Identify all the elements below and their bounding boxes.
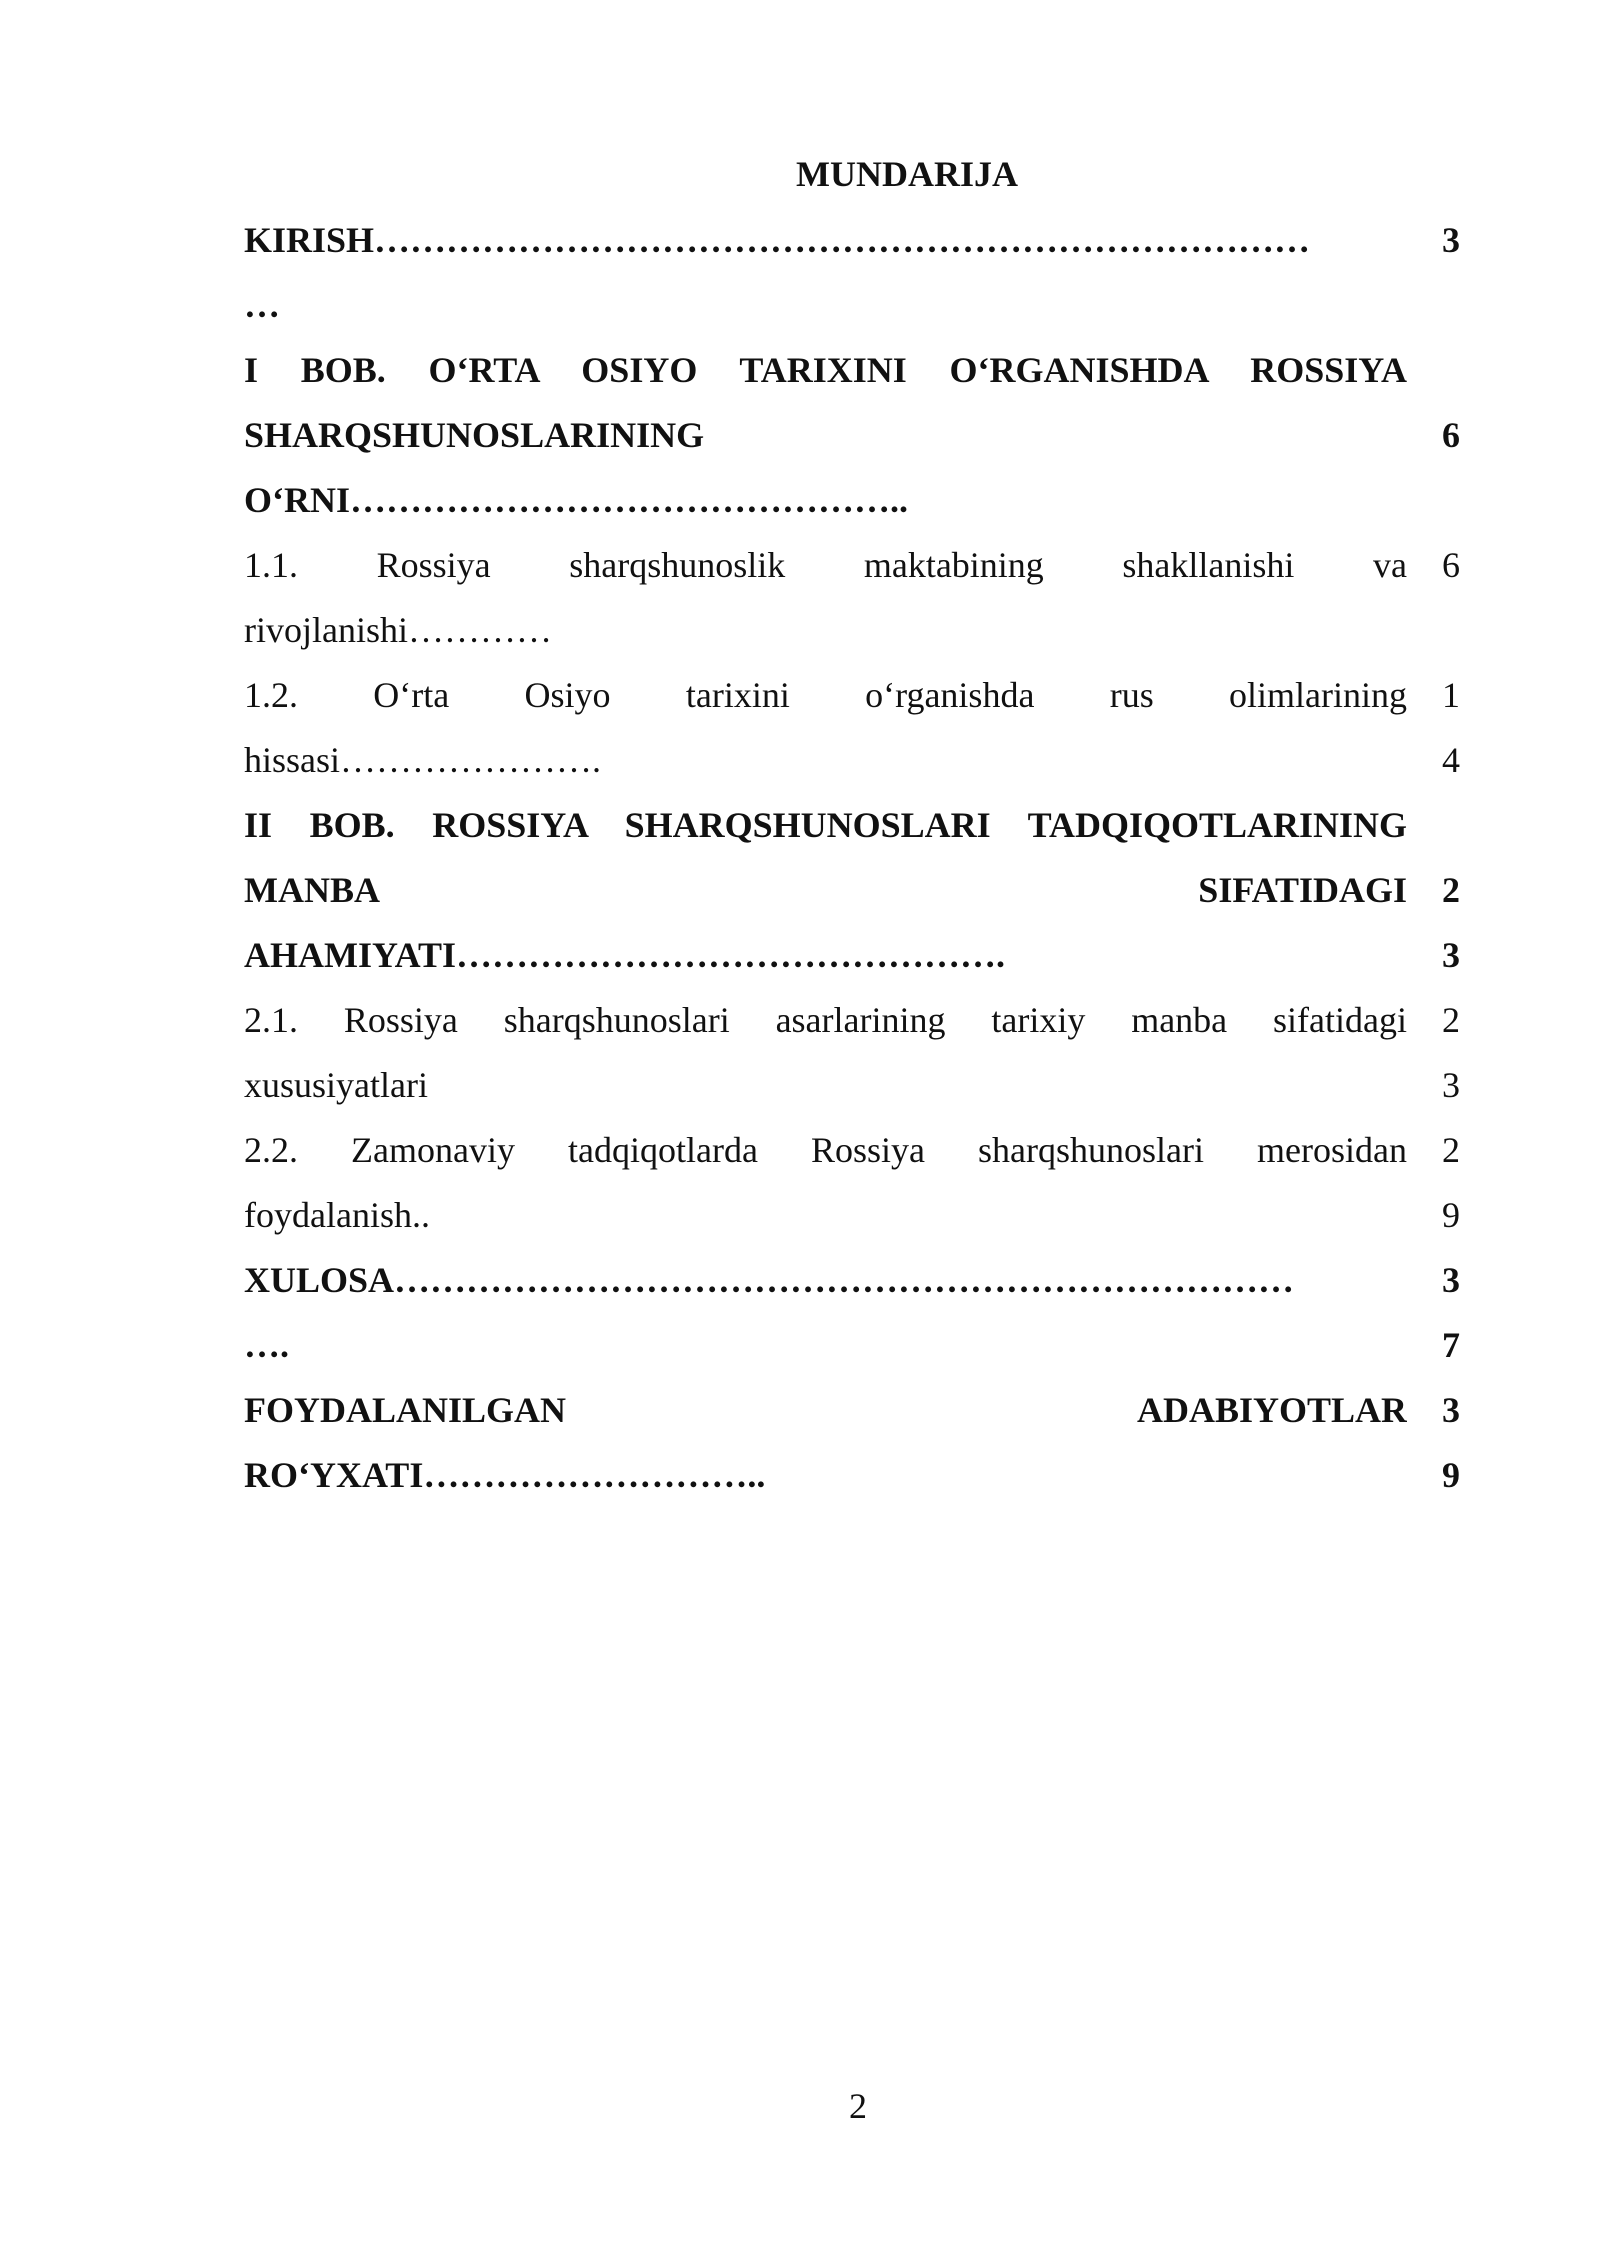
toc-entry-section-1-2[interactable] [244,663,1460,793]
toc-page-digit: 9 [1442,1455,1460,1495]
toc-entry-text [244,988,1407,1118]
toc-page-digit [1407,793,1460,858]
toc-page-digit: 3 [1442,1065,1460,1105]
toc-entry-text [244,663,1407,793]
toc-line: O‘RNI……………………………………….. [244,480,908,520]
toc-line: XULOSA………………………………………………………………… [244,1260,1295,1300]
toc-line: xususiyatlari [244,1065,428,1105]
toc-page-digit [1407,338,1460,403]
toc-entry-text [244,208,1407,338]
toc-line: foydalanish.. [244,1195,430,1235]
toc-entry-text [244,1248,1407,1378]
toc-line: 2.2. Zamonaviy tadqiqotlarda Rossiya sharqshunoslari merosidan [244,1130,1407,1170]
toc-entry-text [244,1378,1407,1508]
toc-line: AHAMIYATI………………………………………. [244,935,1006,975]
toc-line: 1.1. Rossiya sharqshunoslik maktabining shakllanishi va [244,545,1407,585]
toc-entry-text [244,338,1407,533]
toc-line: KIRISH…………………………………………………………………… [244,220,1311,260]
toc-line: RO‘YXATI……………………….. [244,1455,766,1495]
toc-page-ref [1407,988,1460,1118]
table-of-contents [244,208,1460,1508]
toc-line: …. [244,1325,289,1365]
toc-page-digit: 3 [1442,220,1460,260]
toc-page-digit: 2 [1442,1130,1460,1170]
toc-entry-text [244,533,1407,663]
toc-page-ref [1407,338,1460,468]
toc-page-digit: 6 [1442,545,1460,585]
toc-line: SHARQSHUNOSLARINING [244,415,705,455]
toc-page-ref [1407,1248,1460,1378]
toc-entry-kirish[interactable] [244,208,1460,338]
toc-entry-text [244,793,1407,988]
toc-entry-section-2-1[interactable] [244,988,1460,1118]
toc-line: 1.2. O‘rta Osiyo tarixini o‘rganishda rus olimlarining [244,675,1407,715]
toc-line: rivojlanishi………… [244,610,552,650]
toc-entry-xulosa[interactable] [244,1248,1460,1378]
toc-page-ref [1407,663,1460,793]
toc-entry-references[interactable] [244,1378,1460,1508]
toc-line: … [244,285,280,325]
toc-page-digit: 2 [1442,870,1460,910]
toc-page-digit: 2 [1442,1000,1460,1040]
toc-entry-section-2-2[interactable] [244,1118,1460,1248]
toc-line: hissasi…………………. [244,740,602,780]
toc-page-digit: 4 [1442,740,1460,780]
toc-page-digit: 3 [1442,935,1460,975]
toc-entry-text [244,1118,1407,1248]
toc-page-digit: 7 [1442,1325,1460,1365]
toc-page-ref [1407,533,1460,598]
toc-page-digit: 3 [1442,1390,1460,1430]
page-title: MUNDARIJA [796,154,1018,194]
toc-page-ref [1407,1118,1460,1248]
toc-entry-chapter-1[interactable] [244,338,1460,533]
toc-page-ref [1407,1378,1460,1508]
toc-page-ref [1407,208,1460,273]
toc-line: 2.1. Rossiya sharqshunoslari asarlarining tarixiy manba sifatidagi [244,1000,1407,1040]
page-number: 2 [849,2086,867,2126]
toc-entry-chapter-2[interactable] [244,793,1460,988]
toc-page-digit: 6 [1442,415,1460,455]
toc-entry-section-1-1[interactable] [244,533,1460,663]
toc-page-ref [1407,793,1460,988]
toc-line: MANBA SIFATIDAGI [244,870,1407,910]
toc-page-digit: 1 [1442,675,1460,715]
toc-page-digit: 9 [1442,1195,1460,1235]
toc-page-digit: 3 [1442,1260,1460,1300]
toc-line: I BOB. O‘RTA OSIYO TARIXINI O‘RGANISHDA ROSSIYA [244,350,1407,390]
toc-line: II BOB. ROSSIYA SHARQSHUNOSLARI TADQIQOTLARINING [244,805,1407,845]
toc-line: FOYDALANILGAN ADABIYOTLAR [244,1390,1407,1430]
